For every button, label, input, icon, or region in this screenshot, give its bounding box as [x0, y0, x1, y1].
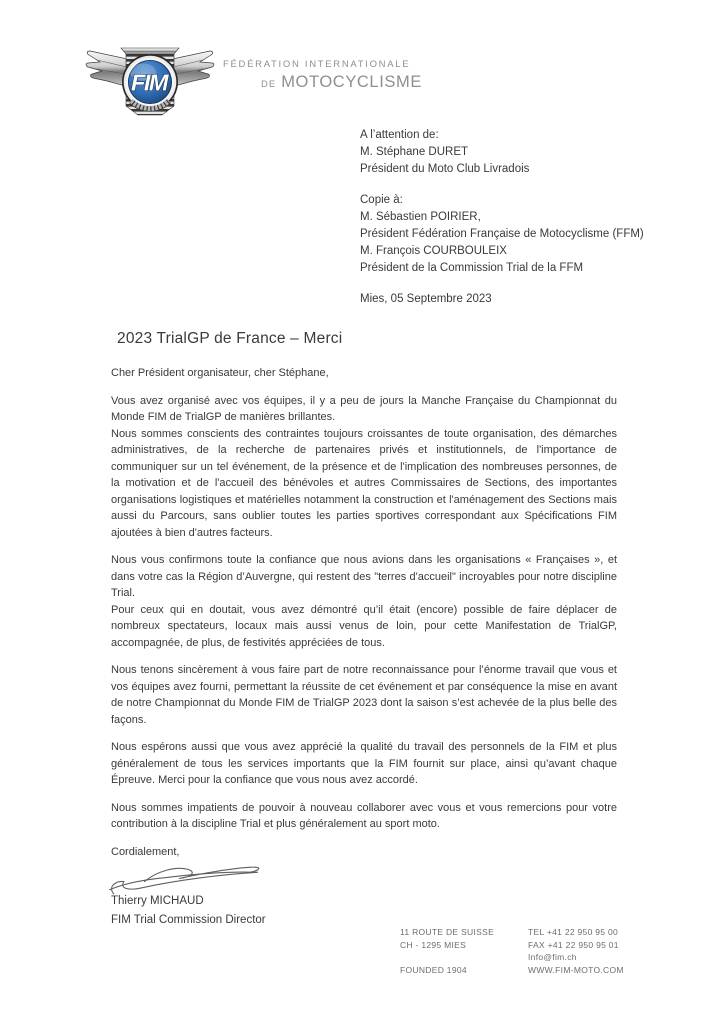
paragraph-4: Pour ceux qui en doutait, vous avez démontré qu’il était (encore) possible de faire déplacer de nombreux spectateurs, locaux mais aussi venus de loin, pour cette Manifestation de TrialGP, accompagnée, de plus, de festivités appréciées de tous. [111, 603, 617, 649]
signer-name: Thierry MICHAUD [111, 895, 204, 907]
footer-website: WWW.FIM-MOTO.COM [528, 964, 624, 975]
paragraph-6: Nous espérons aussi que vous avez apprécié la qualité du travail des personnels de la FIM et plus généralement de tous les services importants que la FIM fournit sur place, ainsi qu’avant chaque Épreuve. Merci pour la confiance que vous nous avez accordé. [111, 741, 617, 786]
letter-title: 2023 TrialGP de France – Merci [117, 330, 343, 347]
org-name-motocyclisme: MOTOCYCLISME [281, 73, 422, 91]
footer-contact [528, 926, 624, 976]
signer-block [111, 892, 266, 929]
paragraph-3: Nous vous confirmons toute la confiance que nous avions dans les organisations « Françaises », et dans votre cas la Région d’Auvergne, qui restent des "terres d'accueil" incroyables pour notre discipline Trial. [111, 554, 617, 599]
paragraph-1: Vous avez organisé avec vos équipes, il y a peu de jours la Manche Française du Championnat du Monde FIM de TrialGP de manières brillantes. [111, 394, 617, 423]
copy-label: Copie à: [360, 194, 403, 206]
footer-city: CH - 1295 MIES [400, 939, 467, 950]
footer-email: Info@fim.ch [528, 952, 577, 962]
fim-logo-graphic [84, 44, 216, 122]
footer-address [400, 926, 494, 976]
org-wordmark [223, 59, 422, 92]
org-name-de: DE [261, 79, 277, 90]
paragraph-2: Nous sommes conscients des contraintes toujours croissantes de toute organisation, des démarches administratives, de la recherche de partenaires privés et institutionnels, de l'importance de communiquer sur un tel événement, de la présence et de l'implication des nombreuses personnes, de la motivation et de l'accueil des bénévoles et autres Commissaires de Sections, des importantes organisations logistiques et matérielles notamment la construction et l'aménagement des Sections mais aussi du Parcours, sans oublier toutes les parties sportives correspondant aux Spécifications FIM ajoutées à bien d'autres facteurs. [111, 427, 617, 539]
fim-logo [84, 44, 216, 122]
closing-salutation: Cordialement, [111, 845, 180, 858]
copy-block [360, 192, 644, 277]
copy-name-1: M. Sébastien POIRIER, [360, 211, 481, 223]
copy-role-2: Président de la Commission Trial de la FFM [360, 262, 584, 274]
copy-role-1: Président Fédération Française de Motocyclisme (FFM) [360, 228, 644, 240]
footer-fax: FAX +41 22 950 95 01 [528, 939, 619, 950]
paragraph-5: Nous tenons sincèrement à vous faire part de notre reconnaissance pour l’énorme travail que vous et vos équipes avez fourni, permettant la réussite de cet événement et par conséquence la mise en avant de notre Championnat du Monde FIM de TrialGP 2023 dont la saison s’est achevée de la plus belle des façons. [111, 664, 617, 726]
org-name-line1: FÉDÉRATION INTERNATIONALE [223, 59, 411, 70]
footer-tel: TEL +41 22 950 95 00 [528, 927, 619, 937]
footer-spacer [400, 951, 494, 964]
paragraph-7: Nous sommes impatients de pouvoir à nouveau collaborer avec vous et vous remercions pour votre contribution à la discipline Trial et plus généralement au sport moto. [111, 801, 617, 830]
fim-acronym: FIM [131, 69, 167, 96]
dateline: Mies, 05 Septembre 2023 [360, 293, 492, 305]
grille-cap [121, 48, 179, 54]
attention-label: A l’attention de: [360, 129, 439, 141]
recipient-name: M. Stéphane DURET [360, 146, 469, 158]
footer-founded: FOUNDED 1904 [400, 964, 467, 975]
signer-role: FIM Trial Commission Director [111, 913, 266, 926]
footer-street: 11 ROUTE DE SUISSE [400, 927, 495, 937]
recipient-block [360, 127, 644, 178]
address-block [360, 127, 644, 308]
letter-body [111, 365, 617, 871]
recipient-role: Président du Moto Club Livradois [360, 163, 530, 175]
greeting: Cher Président organisateur, cher Stéphane, [111, 367, 329, 379]
copy-name-2: M. François COURBOULEIX [360, 245, 507, 257]
org-name-line2 [261, 73, 422, 92]
